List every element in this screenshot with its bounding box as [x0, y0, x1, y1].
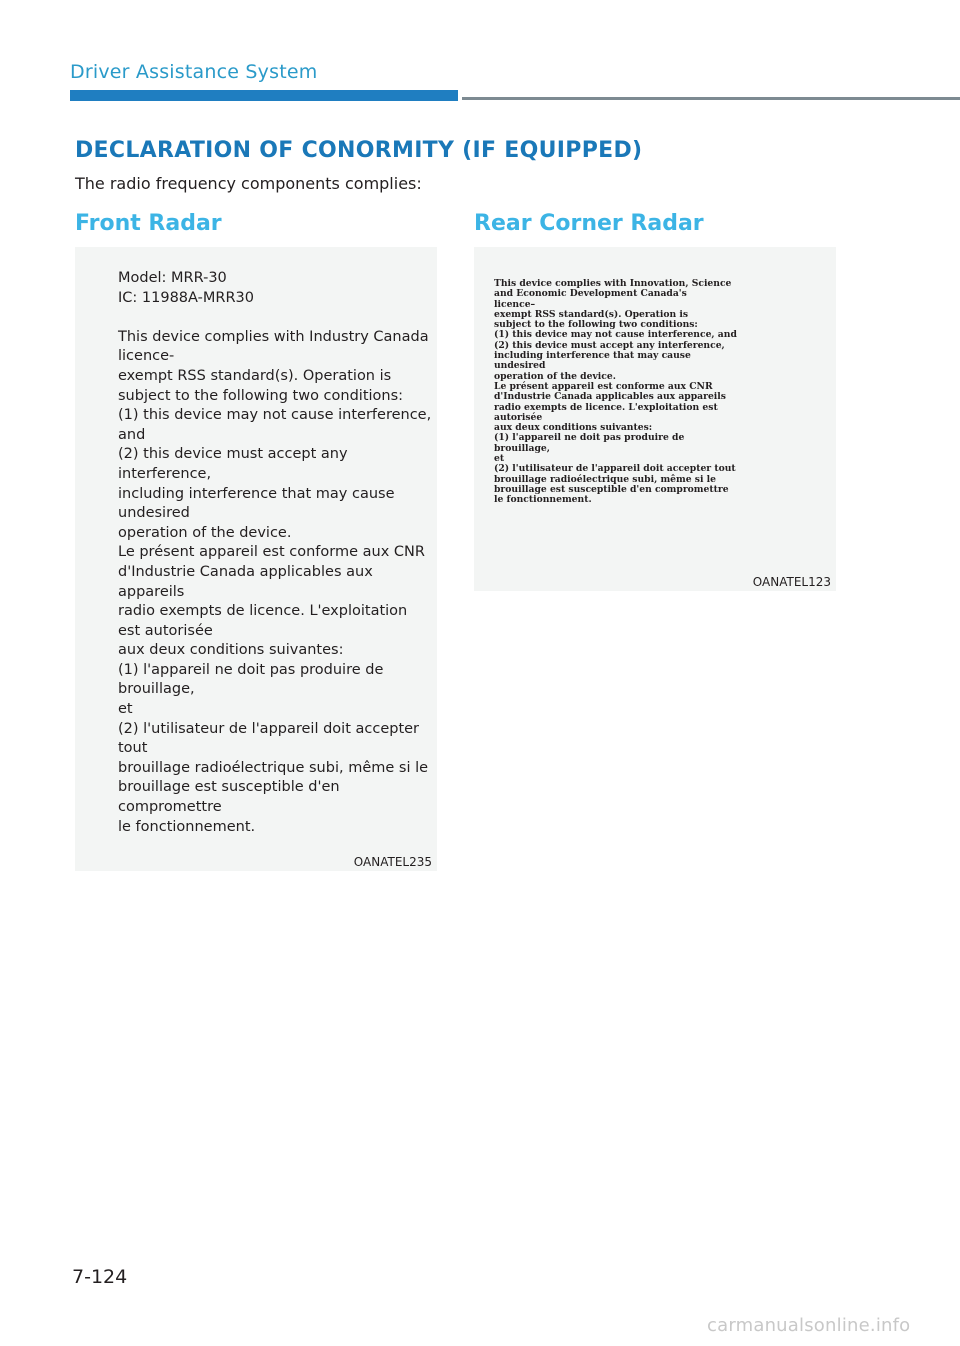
header-divider-line [462, 97, 960, 100]
header-accent-bar [70, 90, 458, 101]
header-section-title: Driver Assistance System [70, 61, 318, 83]
front-radar-label-panel [75, 247, 437, 871]
rear-radar-image-code: OANATEL123 [752, 575, 831, 589]
intro-text: The radio frequency components complies: [75, 174, 422, 193]
page-title: DECLARATION OF CONORMITY (IF EQUIPPED) [75, 138, 643, 163]
rear-radar-label-panel [474, 247, 836, 591]
front-radar-image-code: OANATEL235 [353, 855, 432, 869]
rear-radar-label-text: This device complies with Innovation, Science and Economic Development Canada's licence– exempt RSS standard(s). Operation is subject to the following two conditions: (1) this device may not cause interference, and (2) this device must accept any interference, including interference that may cause undesired operation of the device. Le présent appareil est conforme aux CNR d'Industrie Canada applicables aux appareils radio exempts de licence. L'exploitation est autorisée aux deux conditions suivantes: (1) l'appareil ne doit pas produire de brouillage, et (2) l'utilisateur de l'appareil doit accepter tout brouillage radioélectrique subi, même si le brouillage est susceptible d'en compromettre le fonctionnement. [494, 278, 737, 506]
rear-radar-heading: Rear Corner Radar [474, 211, 704, 236]
watermark-link[interactable]: carmanualsonline.info [707, 1315, 911, 1336]
page-number: 7-124 [72, 1266, 128, 1288]
front-radar-label-text: Model: MRR-30 IC: 11988A-MRR30 This device complies with Industry Canada licence- exempt RSS standard(s). Operation is subject to the following two conditions: (1) this device may not cause interference, and (2) this device must accept any interference, including interference that may cause undesired operation of the device. Le présent appareil est conforme aux CNR d'Industrie Canada applicables aux appareils radio exempts de licence. L'exploitation est autorisée aux deux conditions suivantes: (1) l'appareil ne doit pas produire de brouillage, et (2) l'utilisateur de l'appareil doit accepter tout brouillage radioélectrique subi, même si le brouillage est susceptible d'en compromettre le fonctionnement. [118, 270, 432, 835]
front-radar-heading: Front Radar [75, 211, 222, 236]
